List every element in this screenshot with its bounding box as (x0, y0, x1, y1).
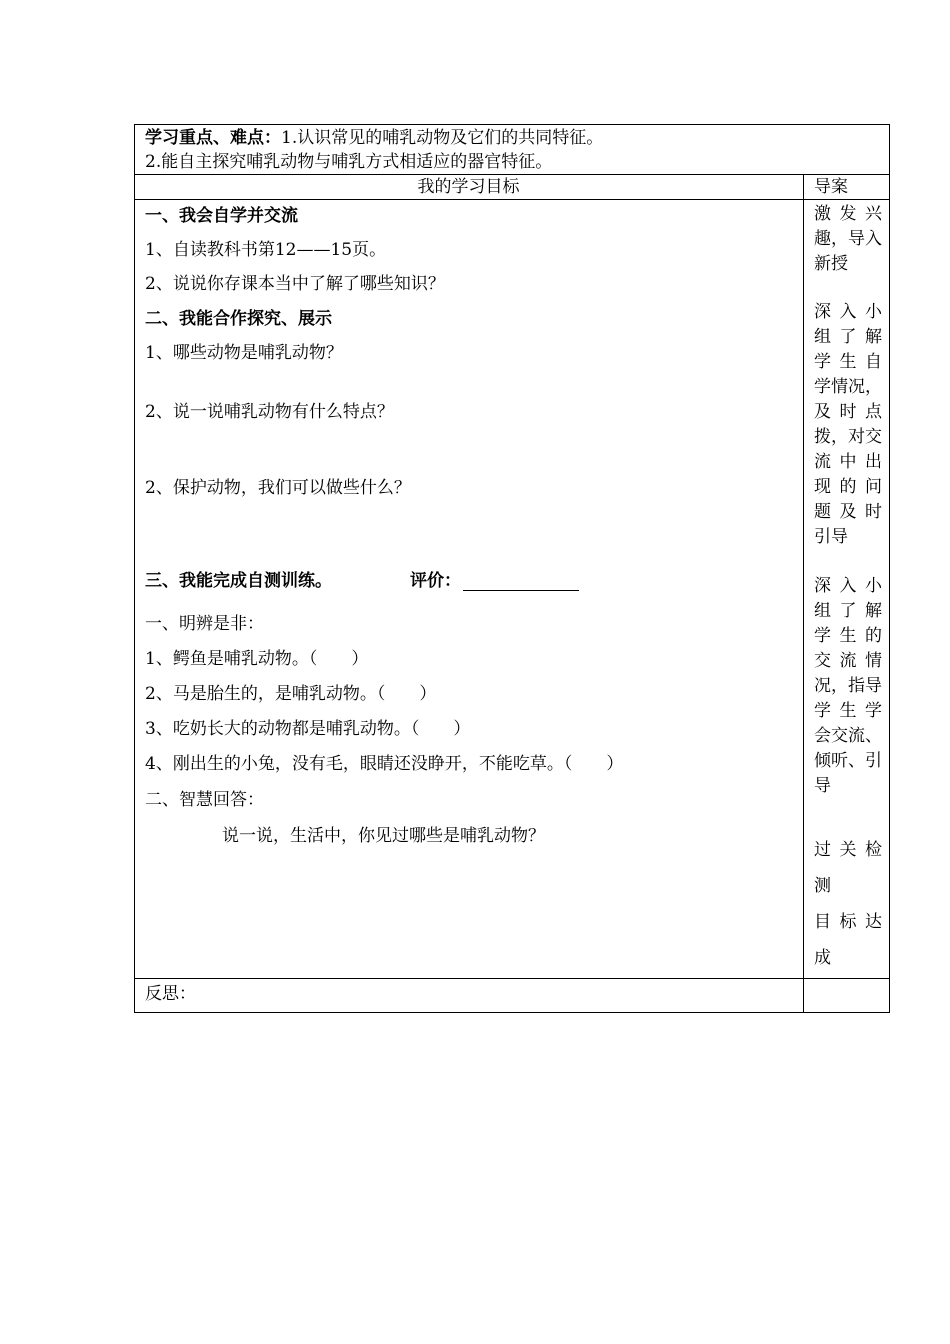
guide-line: 现 的 问 (814, 477, 882, 497)
guide-line: 新授 (814, 254, 848, 274)
guide-line: 及 时 点 (814, 402, 882, 422)
row-divider (134, 199, 890, 200)
part2-title: 二、智慧回答： (145, 790, 264, 810)
evaluation-label: 评价： (410, 571, 461, 591)
guide-line: 激 发 兴 (814, 204, 882, 224)
guide-line: 深 入 小 (814, 302, 882, 322)
guide-line: 组 了 解 (814, 601, 882, 621)
reflection-label: 反思： (145, 984, 196, 1004)
guide-line: 倾听、引 (814, 751, 882, 771)
guide-line: 过 关 检 (814, 840, 882, 860)
guide-line: 引导 (814, 527, 848, 547)
section1-item: 1、自读教科书第12——15页。 (145, 240, 387, 260)
guide-line: 交 流 情 (814, 651, 882, 671)
focus-line-1 (145, 128, 603, 148)
evaluation-blank (463, 572, 579, 591)
guide-block-2 (814, 300, 882, 550)
judgement-item: 1、鳄鱼是哺乳动物。（ ） (145, 649, 369, 669)
guide-line: 测 (814, 876, 831, 896)
guide-line: 成 (814, 948, 831, 968)
column-divider (803, 174, 804, 1013)
guide-line: 目 标 达 (814, 912, 882, 932)
guide-line: 况，指导 (814, 676, 882, 696)
focus-line-2: 2.能自主探究哺乳动物与哺乳方式相适应的器官特征。 (145, 152, 553, 172)
focus-label: 学习重点、难点： (145, 128, 281, 148)
guide-line: 流 中 出 (814, 452, 882, 472)
judgement-item: 2、马是胎生的，是哺乳动物。（ ） (145, 684, 437, 704)
guide-line: 深 入 小 (814, 576, 882, 596)
section2-item: 2、说一说哺乳动物有什么特点？ (145, 402, 394, 422)
section3-title: 三、我能完成自测训练。 (145, 571, 332, 591)
guide-line: 会交流、 (814, 726, 882, 746)
guide-line: 题 及 时 (814, 502, 882, 522)
row-divider (134, 978, 890, 979)
lesson-table (134, 124, 890, 1013)
guide-column-header: 导案 (814, 177, 848, 197)
table-border-bottom (134, 1012, 890, 1013)
section2-item: 1、哪些动物是哺乳动物？ (145, 343, 343, 363)
goals-column-header: 我的学习目标 (417, 177, 520, 197)
guide-line: 学 生 自 (814, 352, 882, 372)
guide-block-1 (814, 202, 882, 277)
guide-line: 学 生 学 (814, 701, 882, 721)
part1-title: 一、明辨是非： (145, 614, 264, 634)
open-question: 说一说，生活中，你见过哪些是哺乳动物？ (222, 826, 545, 846)
section2-item: 2、保护动物，我们可以做些什么？ (145, 478, 411, 498)
row-divider (134, 174, 890, 175)
guide-line: 导 (814, 776, 831, 796)
judgement-item: 3、吃奶长大的动物都是哺乳动物。（ ） (145, 719, 471, 739)
judgement-item: 4、刚出生的小兔，没有毛，眼睛还没睁开，不能吃草。（ ） (145, 754, 624, 774)
guide-line: 组 了 解 (814, 327, 882, 347)
section2-title: 二、我能合作探究、展示 (145, 309, 332, 329)
section1-item: 2、说说你存课本当中了解了哪些知识？ (145, 274, 445, 294)
table-border-top (134, 124, 890, 125)
guide-line: 学 生 的 (814, 626, 882, 646)
guide-block-4 (814, 832, 882, 976)
guide-line: 趣，导入 (814, 229, 882, 249)
table-border-left (134, 124, 135, 1013)
section1-title: 一、我会自学并交流 (145, 206, 298, 226)
table-border-right (889, 124, 890, 1013)
guide-line: 拨，对交 (814, 427, 882, 447)
guide-line: 学情况， (814, 377, 882, 397)
guide-block-3 (814, 574, 882, 799)
evaluation (410, 571, 579, 591)
focus-text-1: 1.认识常见的哺乳动物及它们的共同特征。 (281, 128, 604, 148)
